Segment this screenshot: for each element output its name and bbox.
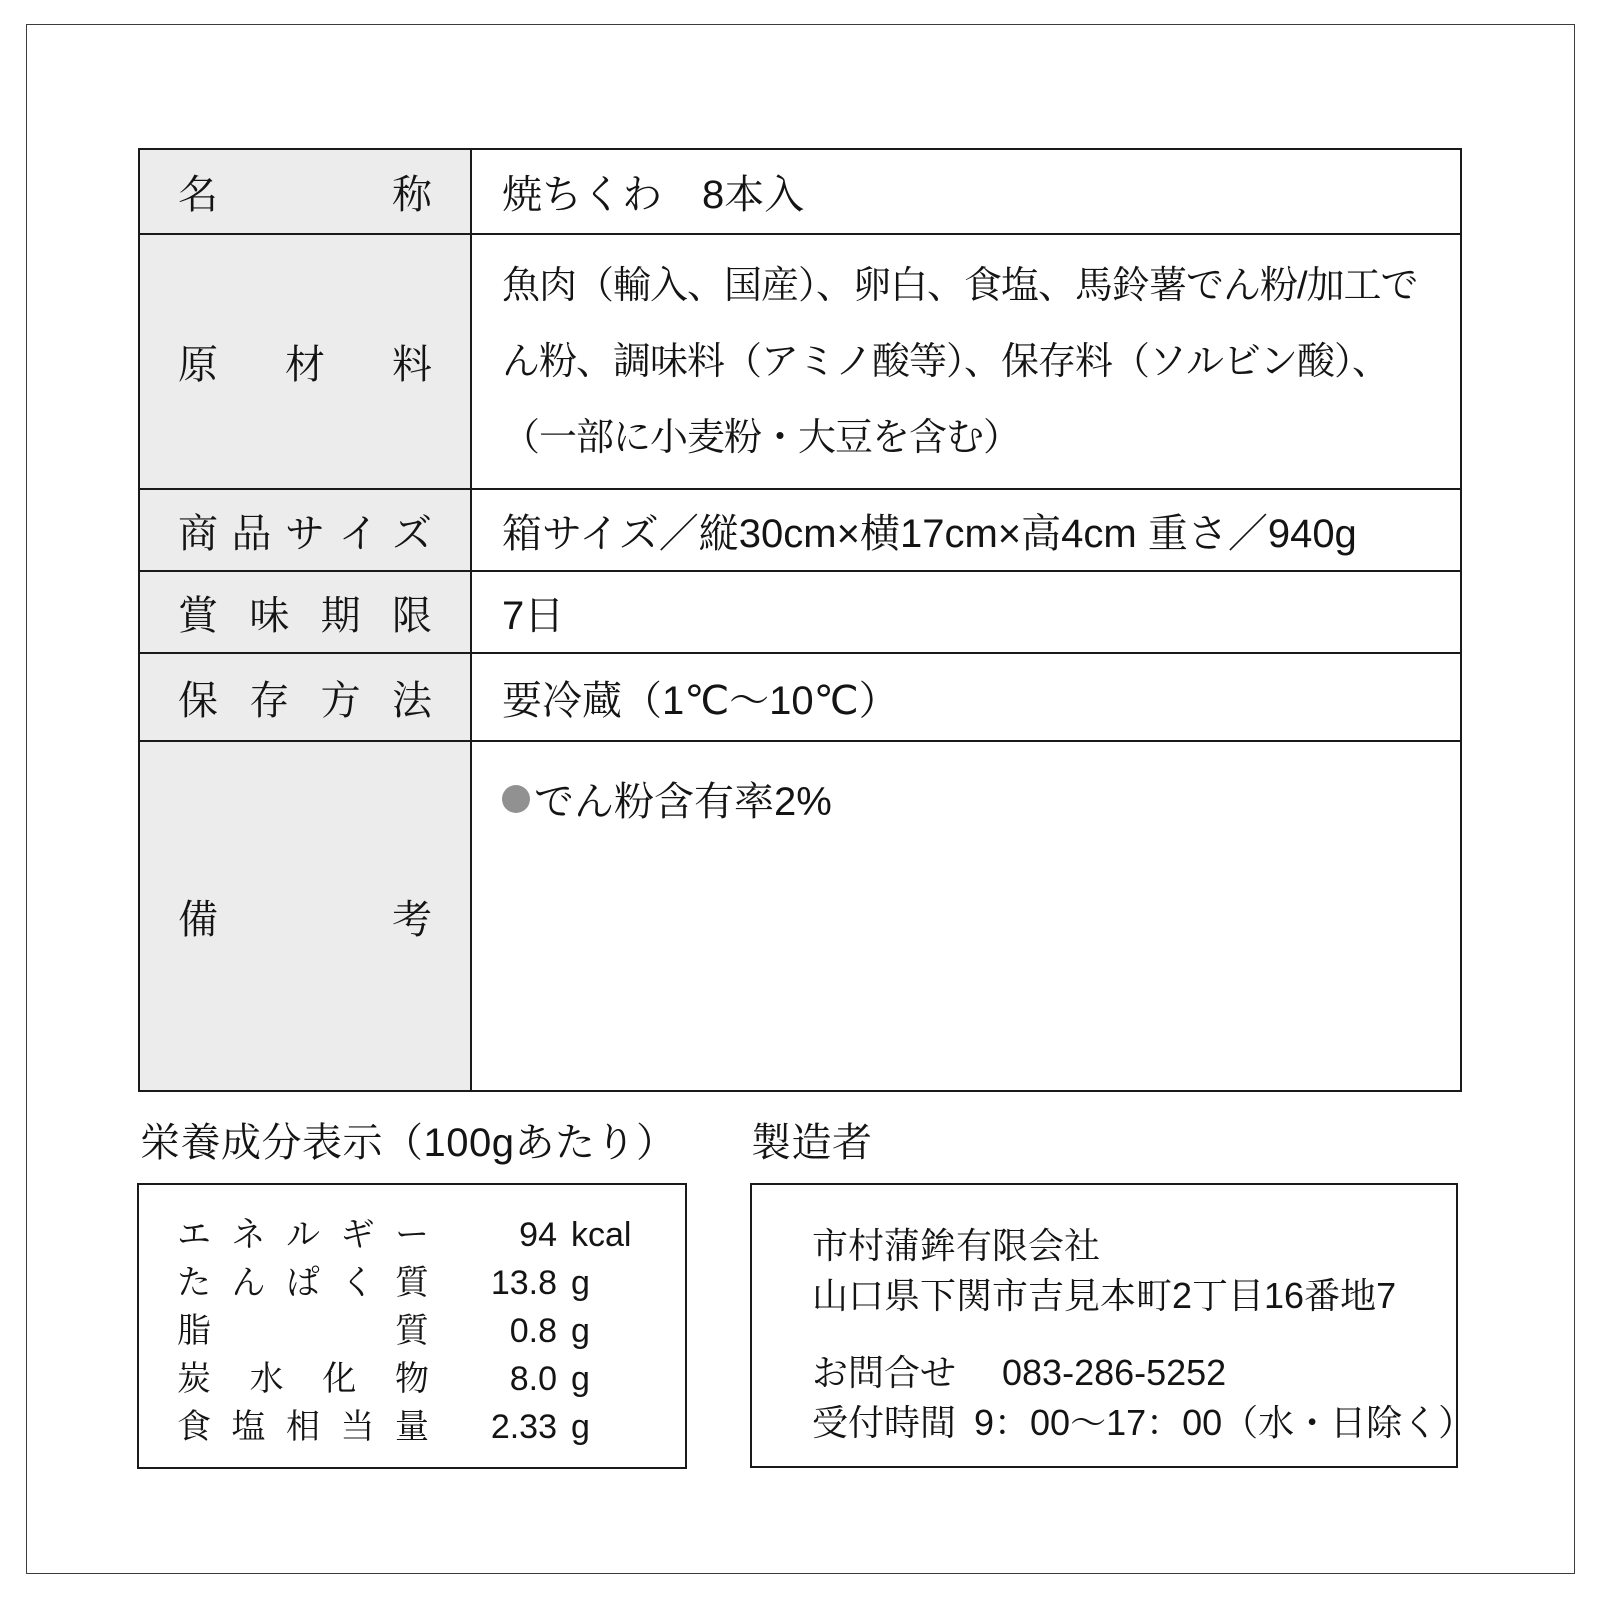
spec-value-cell-remarks	[472, 742, 1460, 1090]
gray-bullet-icon	[502, 785, 530, 813]
manufacturer-address: 山口県下関市吉見本町2丁目16番地7	[812, 1275, 1397, 1316]
spec-row-ingredients	[140, 235, 1460, 490]
nutrition-label-carbs: 炭 水 化 物	[177, 1360, 429, 1398]
nutrition-label-fat: 脂 質	[177, 1312, 429, 1350]
spec-row-expiry	[140, 572, 1460, 654]
spec-row-size	[140, 490, 1460, 572]
nutrition-box	[137, 1183, 687, 1469]
expiry-text: 7日	[502, 593, 565, 638]
product-size-text: 箱サイズ／縦30cm×横17cm×高4cm 重さ／940g	[502, 511, 1357, 556]
spec-label-cell-name	[140, 150, 472, 233]
nutrition-label-salt: 食 塩 相 当 量	[177, 1408, 429, 1446]
manufacturer-company: 市村蒲鉾有限会社	[812, 1225, 1101, 1266]
nutrition-row-fat	[177, 1307, 645, 1355]
hours-value: 9：00～17：00（水・日除く）	[974, 1402, 1475, 1443]
nutrition-unit-protein: g	[571, 1264, 590, 1302]
remark-line	[502, 770, 832, 827]
spec-label-cell-remarks	[140, 742, 472, 1090]
product-name-text: 焼ちくわ 8本入	[502, 173, 805, 217]
spec-label-cell-storage	[140, 654, 472, 740]
spec-value-cell-name	[472, 150, 1460, 233]
manufacturer-title: 製造者	[751, 1121, 873, 1165]
nutrition-unit-salt: g	[571, 1408, 590, 1446]
storage-text: 要冷蔵（1℃～10℃）	[502, 678, 899, 723]
nutrition-value-fat: 0.8	[509, 1312, 557, 1350]
nutrition-row-protein	[177, 1259, 645, 1307]
spec-label-storage: 保 存 方 法	[178, 678, 432, 723]
nutrition-value-carbs: 8.0	[509, 1360, 557, 1398]
spec-label-size: 商 品 サ イ ズ	[178, 511, 432, 556]
nutrition-label-protein: た ん ぱ く 質	[177, 1264, 429, 1302]
spec-value-cell-size	[472, 490, 1460, 570]
ingredients-text: 魚肉（輸入、国産）、卵白、食塩、馬鈴薯でん粉/加工でん粉、調味料（アミノ酸等）、保存料（ソルビン酸）、（一部に小麦粉・大豆を含む）	[502, 264, 1418, 459]
contact-label: お問合せ	[812, 1352, 957, 1393]
spec-label-cell-ingredients	[140, 235, 472, 488]
spec-row-remarks	[140, 742, 1460, 1090]
product-spec-table	[138, 148, 1462, 1092]
nutrition-unit-fat: g	[571, 1312, 590, 1350]
nutrition-unit-carbs: g	[571, 1360, 590, 1398]
manufacturer-box	[750, 1183, 1475, 1468]
spec-label-ingredients: 原 材 料	[178, 343, 432, 387]
spec-value-cell-ingredients	[472, 235, 1460, 488]
spec-value-cell-storage	[472, 654, 1460, 740]
spec-label-remarks: 備 考	[178, 897, 432, 942]
contact-phone: 083-286-5252	[1002, 1352, 1227, 1393]
manufacturer-contact-line	[812, 1348, 1436, 1398]
spec-label-cell-expiry	[140, 572, 472, 652]
spec-row-storage	[140, 654, 1460, 742]
nutrition-label-energy: エ ネ ル ギ ー	[177, 1216, 429, 1254]
manufacturer-hours-line	[812, 1398, 1475, 1448]
nutrition-row-energy	[177, 1211, 645, 1259]
remark-text: でん粉含有率2%	[534, 780, 832, 824]
nutrition-title: 栄養成分表示（100gあたり）	[140, 1121, 677, 1165]
spec-label-expiry: 賞 味 期 限	[178, 593, 432, 638]
spec-row-name	[140, 150, 1460, 235]
spec-label-cell-size	[140, 490, 472, 570]
nutrition-unit-energy: kcal	[571, 1216, 632, 1254]
hours-label: 受付時間	[812, 1402, 957, 1443]
spec-label-name: 名 称	[178, 173, 432, 217]
nutrition-value-energy: 94	[519, 1216, 557, 1254]
spec-value-cell-expiry	[472, 572, 1460, 652]
nutrition-value-protein: 13.8	[490, 1264, 557, 1302]
nutrition-row-salt	[177, 1403, 645, 1451]
nutrition-row-carbs	[177, 1355, 645, 1403]
nutrition-value-salt: 2.33	[490, 1408, 557, 1446]
